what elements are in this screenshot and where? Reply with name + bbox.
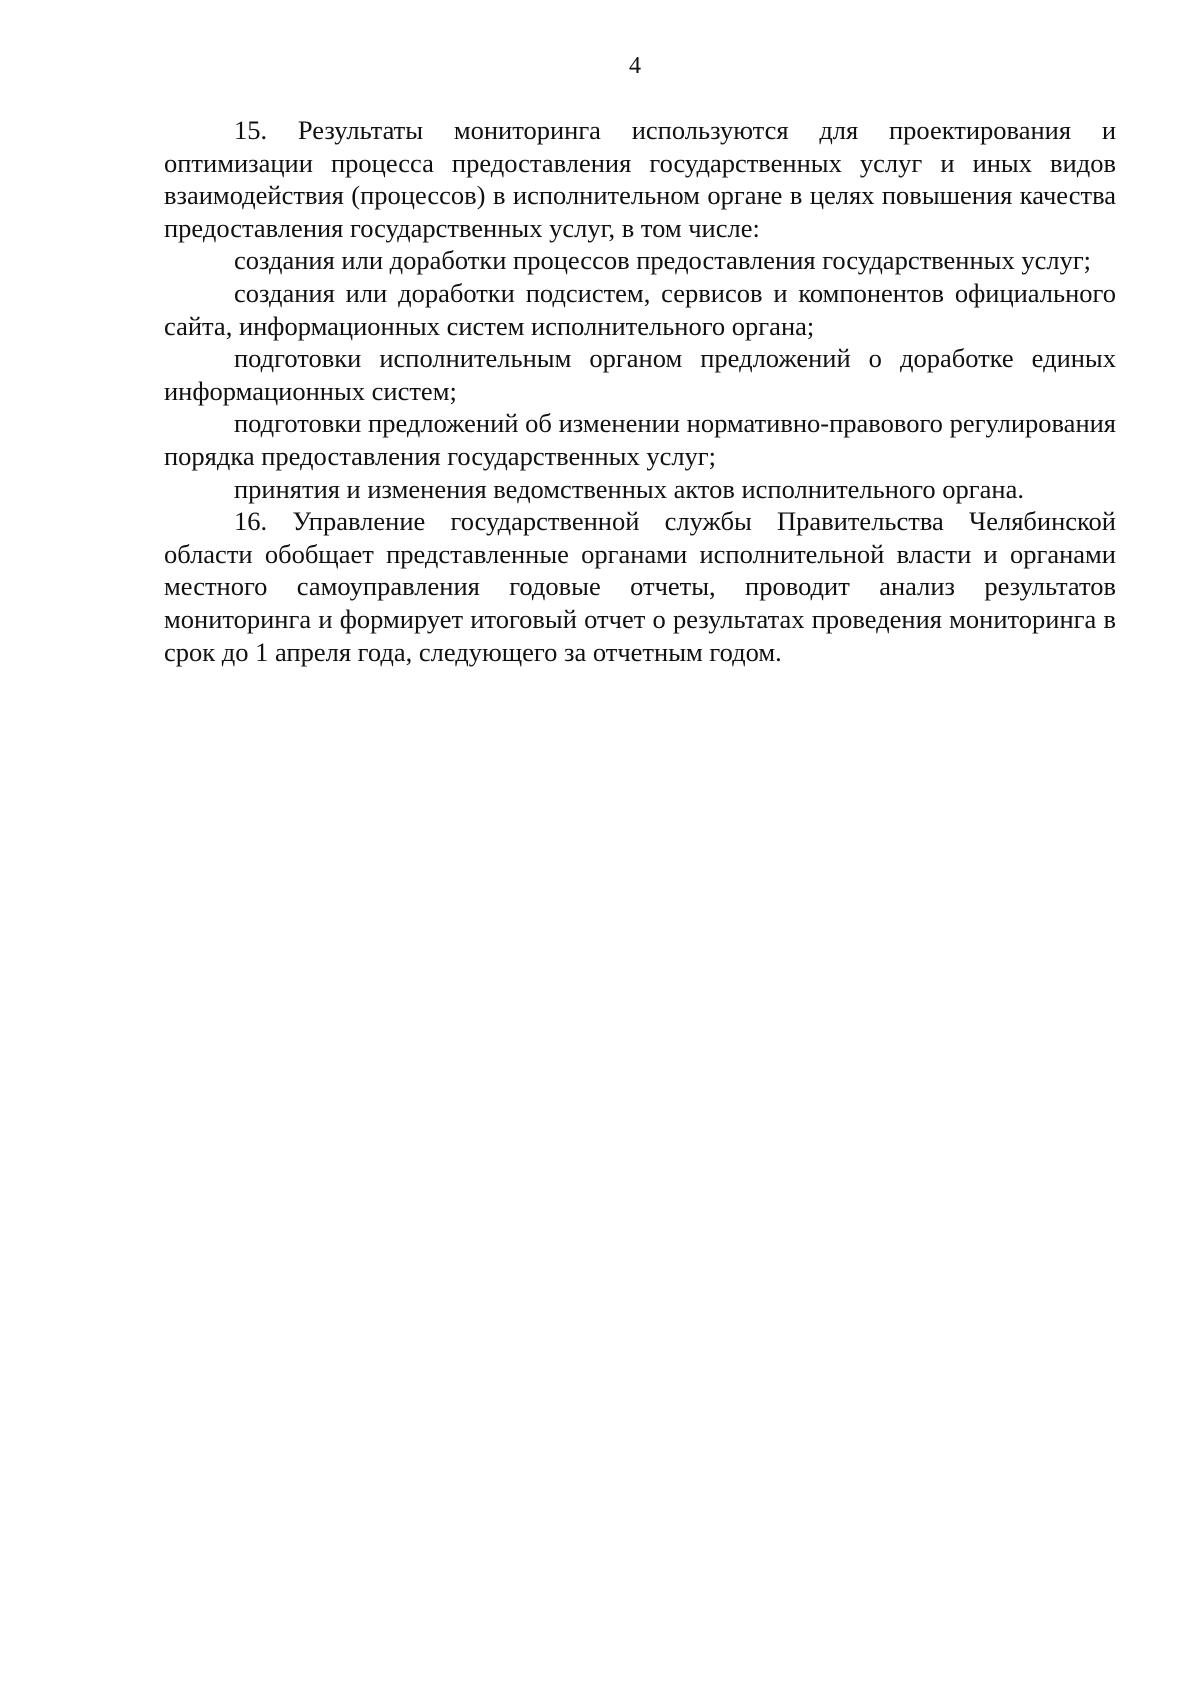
list-item-regulation: подготовки предложений об изменении нормативно-правового регулирования порядка предоставления государственных услуг; <box>164 408 1116 471</box>
page-number: 4 <box>629 53 641 79</box>
list-item-unified-systems: подготовки исполнительным органом предложений о доработке единых информационных систем; <box>164 343 1116 406</box>
paragraph-16: 16. Управление государственной службы Правительства Челябинской области обобщает представленные органами исполнительной власти и органами местного самоуправления годовые отчеты, проводит анализ результатов мониторинга и формирует итоговый отчет о результатах проведения мониторинга в срок до 1 апреля года, следующего за отчетным годом. <box>164 506 1116 667</box>
list-item-departmental-acts: принятия и изменения ведомственных актов исполнительного органа. <box>234 473 1024 504</box>
document-body <box>164 114 1116 668</box>
paragraph-15-intro: 15. Результаты мониторинга используются для проектирования и оптимизации процесса предоставления государственных услуг и иных видов взаимодействия (процессов) в исполнительном органе в целях повышения качества предоставления государственных услуг, в том числе: <box>164 115 1116 243</box>
list-item-subsystems: создания или доработки подсистем, сервисов и компонентов официального сайта, информационных систем исполнительного органа; <box>164 277 1116 341</box>
list-item-processes: создания или доработки процессов предоставления государственных услуг; <box>234 245 1092 276</box>
